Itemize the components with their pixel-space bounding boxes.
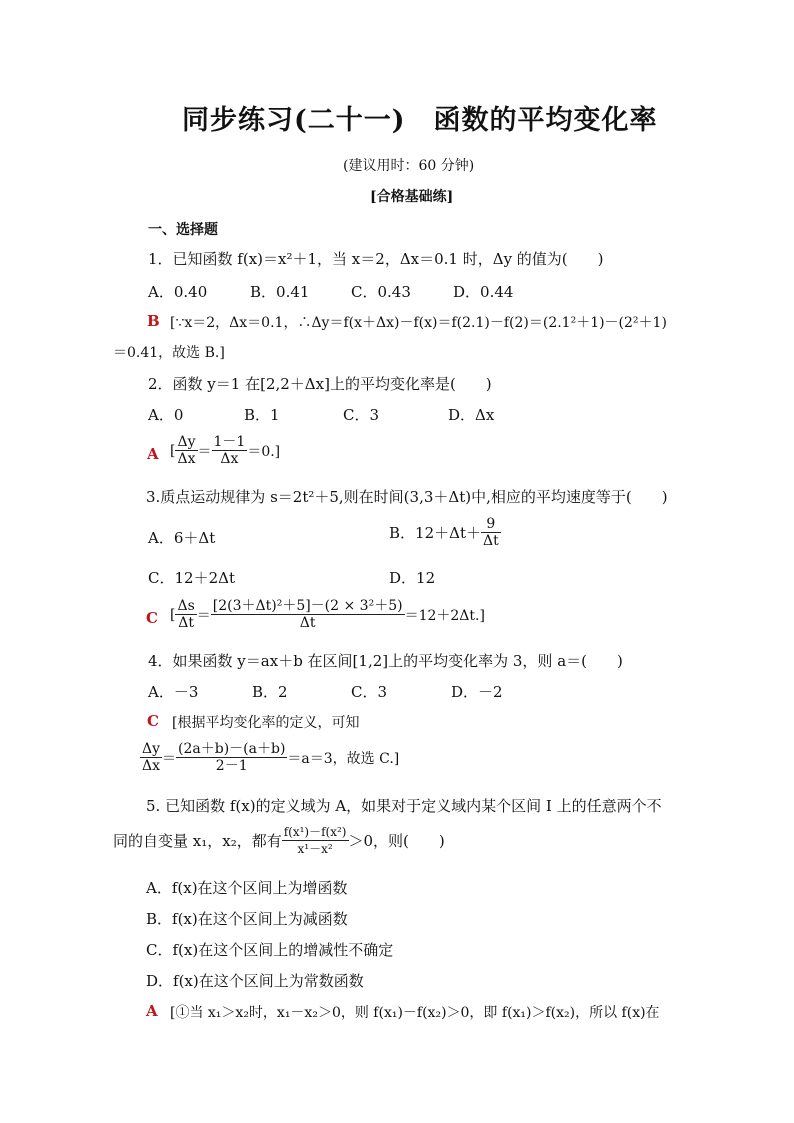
q4-option-b: B．2 — [252, 683, 288, 701]
section-label: [合格基础练] — [370, 189, 454, 205]
q1-option-b: B．0.41 — [250, 283, 310, 301]
q2-explain-bracket: [ — [170, 442, 176, 459]
q4-explain-tail: ＝a＝3，故选 C.] — [287, 750, 400, 767]
suggested-time: (建议用时：60 分钟) — [343, 158, 475, 174]
q5-option-d: D．f(x)在这个区间上为常数函数 — [146, 972, 364, 990]
q3-stem: 3.质点运动规律为 s＝2t²＋5,则在时间(3,3＋Δt)中,相应的平均速度等于( ) — [146, 488, 668, 506]
q1-answer: B — [147, 312, 160, 330]
q5-stem-tail: ＞0，则( ) — [348, 832, 445, 850]
q4-stem: 4．如果函数 y＝ax＋b 在区间[1,2]上的平均变化率为 3，则 a＝( ) — [148, 652, 623, 670]
q5-stem-line1: 5. 已知函数 f(x)的定义域为 A，如果对于定义域内某个区间 I 上的任意两个不 — [146, 797, 662, 815]
q1-explain-line1: [∵x＝2，Δx＝0.1，∴Δy＝f(x＋Δx)－f(x)＝f(2.1)－f(2)＝(2.1²＋1)－(2²＋1) — [170, 315, 667, 331]
q3-option-b — [389, 516, 501, 549]
q4-fraction-1 — [140, 741, 162, 774]
q2-fraction-2 — [212, 434, 248, 467]
q2-option-d: D．Δx — [448, 406, 495, 424]
q5-option-b: B．f(x)在这个区间上为减函数 — [146, 910, 348, 928]
q3-frac2-num: [2(3＋Δt)²＋5]－(2 × 3²＋5) — [212, 598, 403, 614]
q4-answer: C — [147, 712, 159, 730]
q3-option-d: D．12 — [389, 569, 436, 587]
q5-stem-line2 — [113, 824, 445, 857]
q2-stem: 2．函数 y＝1 在[2,2＋Δx]上的平均变化率是( ) — [148, 375, 492, 393]
q4-fraction-2 — [176, 741, 287, 774]
q3-equals: ＝ — [196, 607, 211, 624]
q2-option-a: A．0 — [148, 406, 184, 424]
q4-frac1-den: Δx — [142, 758, 161, 774]
q4-frac1-num: Δy — [142, 741, 161, 757]
q4-explain-formula — [140, 741, 399, 774]
q1-option-d: D．0.44 — [453, 283, 514, 301]
q4-frac2-den: 2－1 — [215, 758, 248, 774]
q4-equals: ＝ — [162, 750, 177, 767]
q1-option-a: A．0.40 — [148, 283, 208, 301]
q3-fraction-2 — [211, 598, 405, 631]
q3-frac1-den: Δt — [178, 615, 194, 631]
q3-option-b-fraction — [481, 516, 501, 549]
q2-answer: A — [147, 445, 159, 463]
page-title: 同步练习(二十一) 函数的平均变化率 — [182, 105, 658, 136]
q2-frac1-den: Δx — [177, 451, 196, 467]
q5-option-a: A．f(x)在这个区间上为增函数 — [146, 879, 348, 897]
q3-answer: C — [146, 609, 158, 627]
q1-stem: 1．已知函数 f(x)＝x²＋1，当 x＝2，Δx＝0.1 时，Δy 的值为( ) — [148, 250, 604, 268]
q3-fraction-1 — [175, 598, 196, 631]
q3-explain-bracket: [ — [170, 606, 176, 623]
q2-option-b: B．1 — [244, 406, 280, 424]
q5-frac-den: x¹－x² — [297, 842, 333, 856]
q3-explanation — [170, 598, 485, 631]
q4-explain-line1: [根据平均变化率的定义，可知 — [172, 715, 360, 731]
q3-option-b-prefix: B．12＋Δt＋ — [389, 524, 481, 542]
q5-frac-num: f(x¹)－f(x²) — [283, 825, 347, 839]
q2-equals: ＝ — [197, 443, 212, 460]
q5-explain-line1: [①当 x₁＞x₂时，x₁－x₂＞0，则 f(x₁)－f(x₂)＞0，即 f(x₁)＞f(x₂)，所以 f(x)在 — [170, 1005, 660, 1021]
q3-option-c: C．12＋2Δt — [148, 569, 235, 587]
q4-option-c: C．3 — [351, 683, 388, 701]
q1-option-c: C．0.43 — [351, 283, 411, 301]
q3-option-a: A．6＋Δt — [148, 529, 216, 547]
q4-frac2-num: (2a＋b)－(a＋b) — [178, 741, 286, 757]
q3-explain-tail: ＝12＋2Δt.] — [404, 607, 485, 624]
q4-option-d: D．－2 — [451, 683, 503, 701]
q5-stem-prefix: 同的自变量 x₁，x₂，都有 — [113, 832, 282, 850]
q4-option-a: A．－3 — [148, 683, 199, 701]
q3-frac2-den: Δt — [299, 615, 316, 631]
q5-option-c: C．f(x)在这个区间上的增减性不确定 — [146, 941, 394, 959]
q1-explain-line2: ＝0.41，故选 B.] — [113, 345, 225, 361]
q2-fraction-1 — [175, 434, 197, 467]
q3-optb-den: Δt — [482, 533, 499, 549]
q2-frac1-num: Δy — [177, 434, 196, 450]
q3-optb-num: 9 — [481, 516, 501, 533]
q2-option-c: C．3 — [343, 406, 380, 424]
q2-explain-tail: ＝0.] — [247, 443, 281, 460]
q5-fraction — [282, 824, 349, 857]
q2-frac2-den: Δx — [220, 451, 239, 467]
q3-frac1-num: Δs — [177, 598, 195, 614]
q5-answer: A — [146, 1002, 158, 1020]
q2-frac2-num: 1－1 — [213, 434, 246, 450]
part-heading: 一、选择题 — [148, 222, 218, 238]
q2-explanation — [170, 434, 280, 467]
